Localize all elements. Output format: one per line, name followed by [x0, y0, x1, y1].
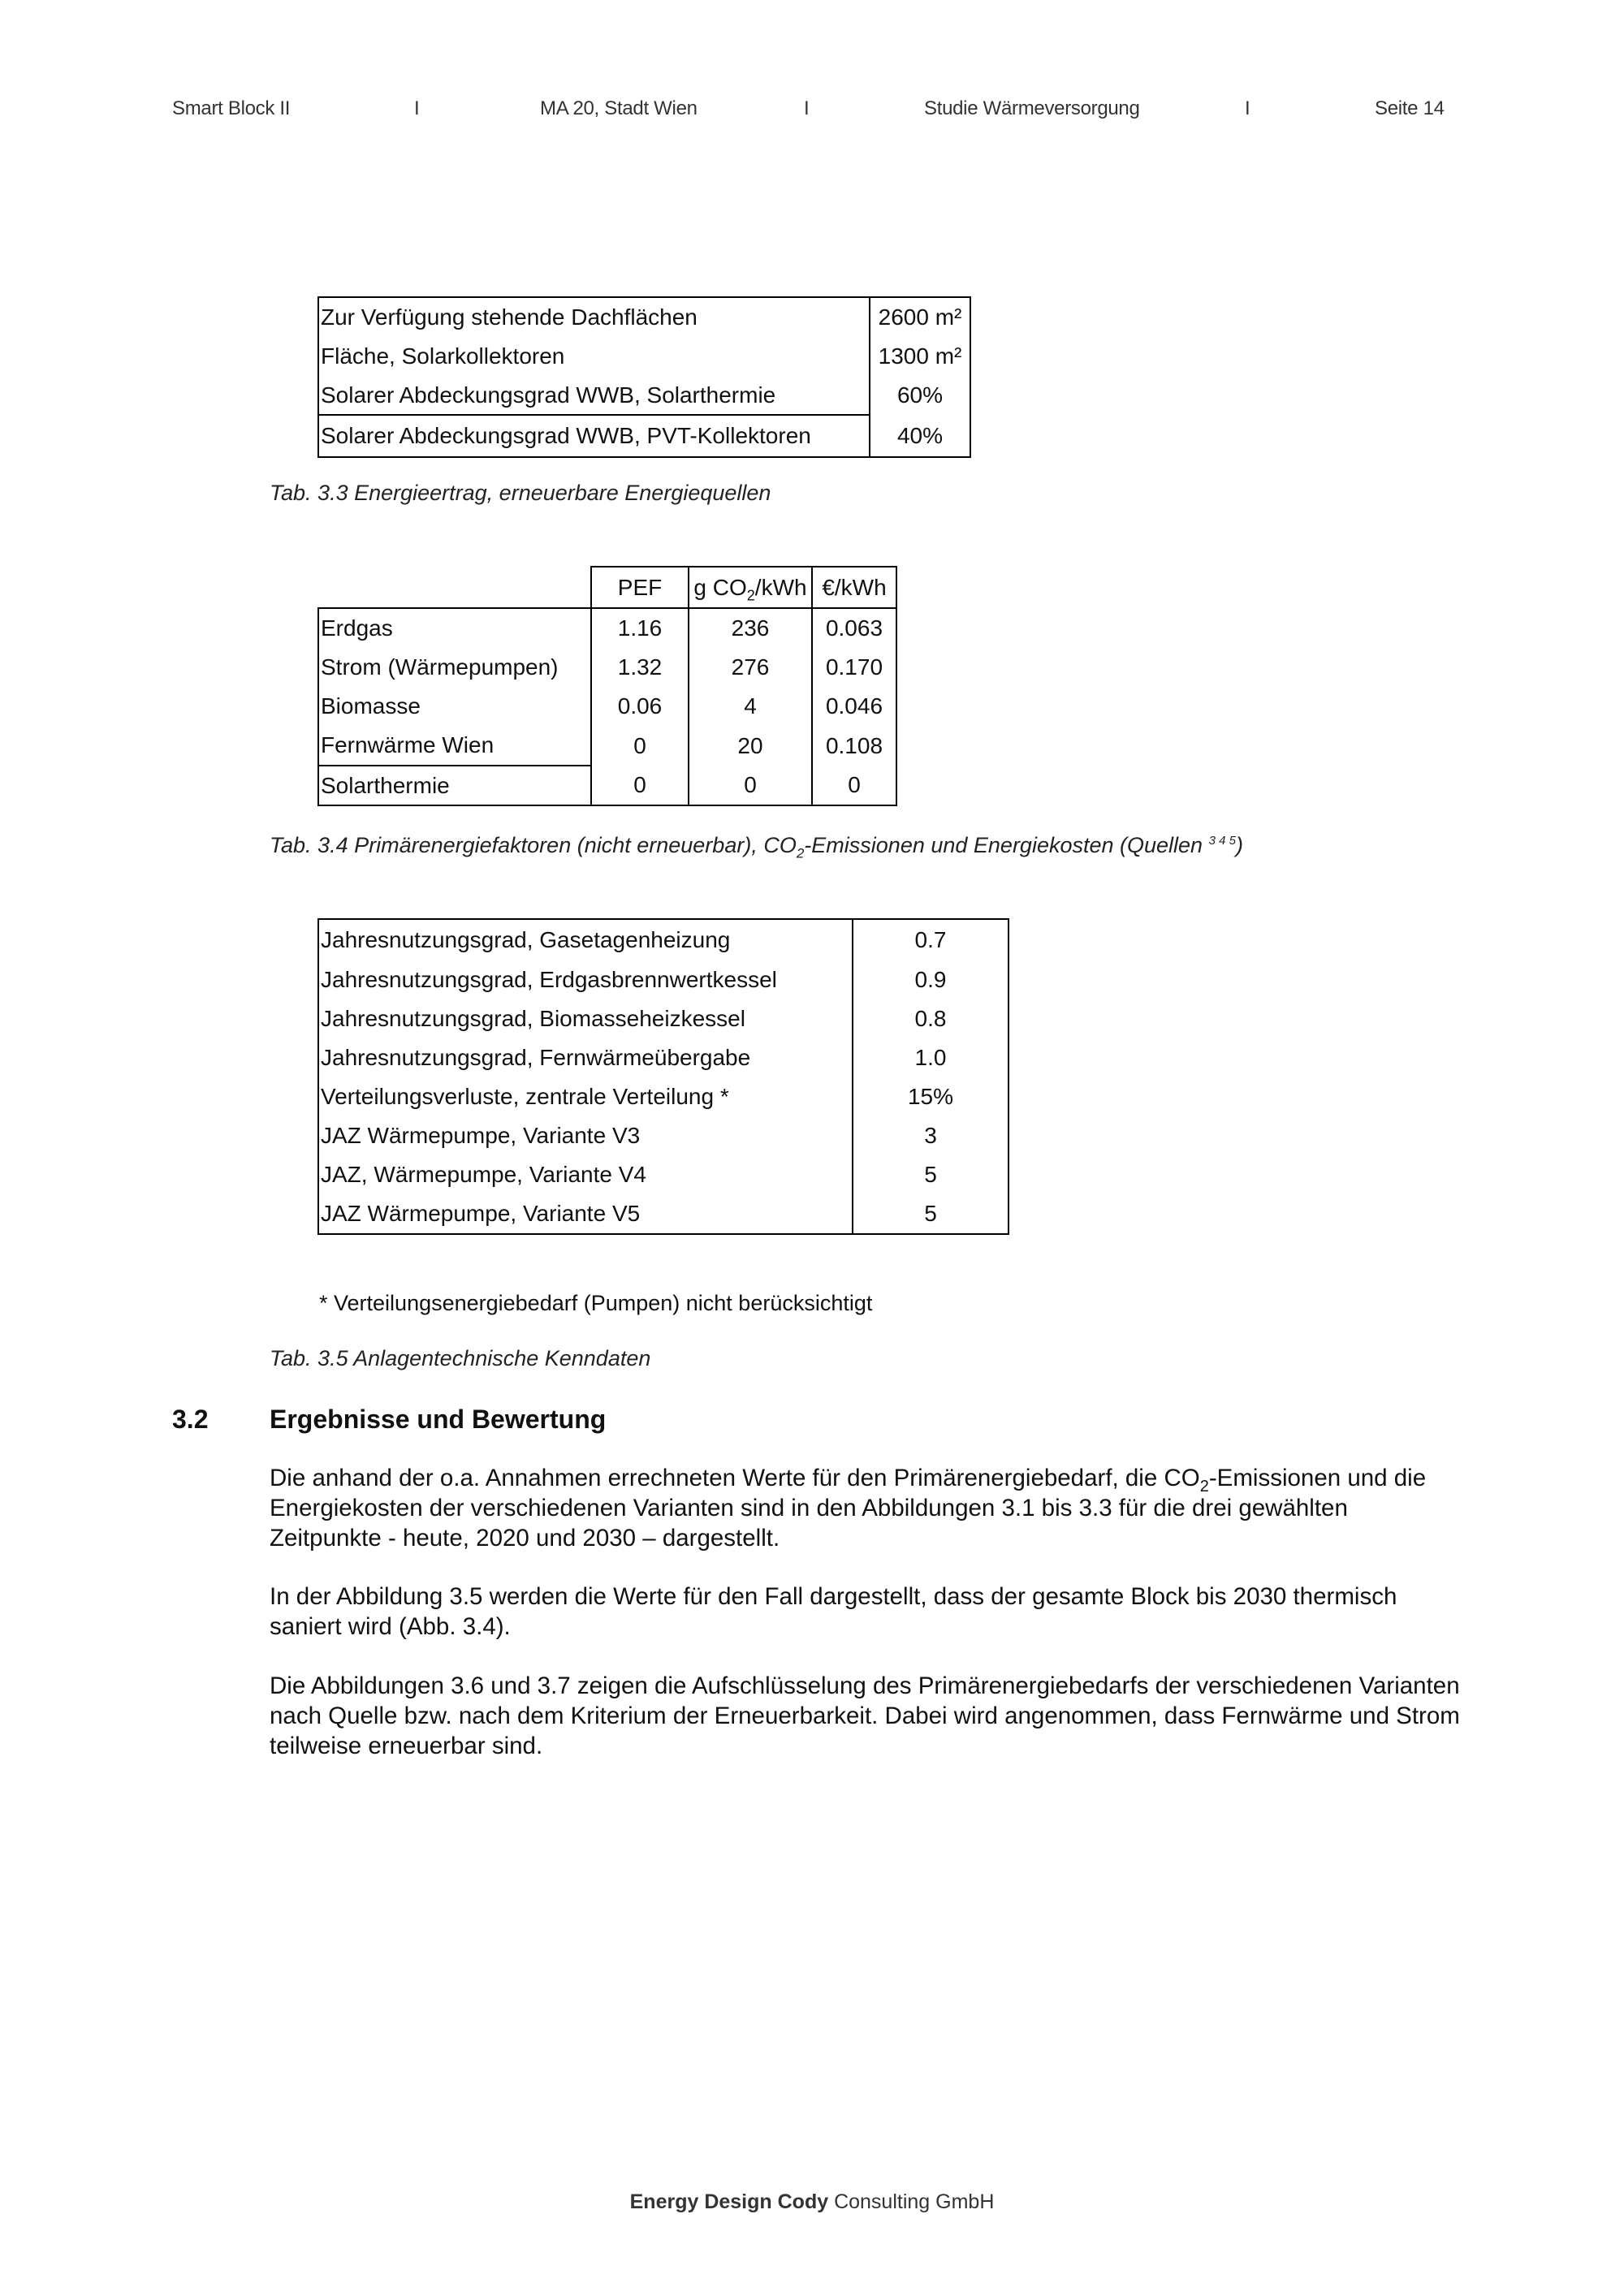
table-cell-pef: 1.16	[591, 608, 689, 648]
table-cell-co2: 20	[689, 726, 812, 766]
table-cell-pef: 1.32	[591, 648, 689, 687]
table-caption: Tab. 3.5 Anlagentechnische Kenndaten	[270, 1346, 651, 1370]
paragraph-text: -Emissionen und die Energiekosten der verschiedenen Varianten sind in den Abbildungen 3.1 bis 3.3 für die drei gewählten Zeitpunkte - heute, 2020 und 2030 – dargestellt.	[270, 1465, 1427, 1552]
header-separator: I	[414, 97, 420, 119]
table-anlagentechnische-kenndaten	[317, 918, 1009, 1235]
table-cell-cost: 0.063	[812, 608, 896, 648]
column-header-pef: PEF	[591, 567, 689, 608]
table-row	[318, 726, 896, 766]
header-project: Smart Block II	[172, 97, 291, 119]
table-cell-value: 5	[924, 1201, 937, 1226]
column-header-co2	[689, 567, 812, 608]
table-row	[318, 376, 970, 415]
table-cell-label: Jahresnutzungsgrad, Gasetagenheizung	[318, 919, 853, 960]
table-row	[318, 687, 896, 726]
column-header-cost: €/kWh	[812, 567, 896, 608]
table-caption: Tab. 3.3 Energieertrag, erneuerbare Energiequellen	[270, 481, 771, 505]
header-separator: I	[804, 97, 810, 119]
caption-text: )	[1235, 833, 1243, 857]
table-cell-value: 1.0	[914, 1045, 947, 1070]
header-client: MA 20, Stadt Wien	[540, 97, 698, 119]
header-page-number: Seite 14	[1375, 97, 1445, 119]
table-footnote: * Verteilungsenergiebedarf (Pumpen) nicht berücksichtigt	[319, 1291, 873, 1315]
table-row	[318, 1194, 1009, 1234]
section-title: Ergebnisse und Bewertung	[270, 1405, 607, 1434]
table-cell-label: Biomasse	[318, 687, 591, 726]
caption-subscript: 2	[796, 845, 805, 861]
table-row	[318, 648, 896, 687]
footer-company-bold: Energy Design Cody	[629, 2190, 829, 2213]
table-row	[318, 766, 896, 805]
table-cell-value: 5	[924, 1162, 937, 1187]
table-cell-value: 0.8	[914, 1006, 947, 1031]
table-cell-label: Solarthermie	[318, 766, 591, 805]
table-row	[318, 337, 970, 376]
table-cell-pef: 0	[591, 726, 689, 766]
paragraph-subscript: 2	[1199, 1477, 1209, 1495]
table-cell-co2: 276	[689, 648, 812, 687]
paragraph: Die Abbildungen 3.6 und 3.7 zeigen die Aufschlüsselung des Primärenergiebedarfs der verschiedenen Varianten nach Quelle bzw. nach dem Kriterium der Erneuerbarkeit. Dabei wird angenommen, dass Fernwärme und Strom teilweise erneuerbar sind.	[270, 1672, 1460, 1759]
table-cell-label: Jahresnutzungsgrad, Erdgasbrennwertkessel	[318, 960, 853, 999]
table-cell-value: 60%	[896, 382, 944, 408]
co2-unit: /kWh	[754, 574, 807, 600]
table-row	[318, 297, 970, 337]
table-cell-value: 0.9	[914, 967, 947, 992]
table-row	[318, 960, 1009, 999]
co2-prefix: g CO	[693, 574, 747, 600]
table-header-row	[318, 567, 896, 608]
table-cell-co2: 236	[689, 608, 812, 648]
table-cell-co2: 0	[689, 766, 812, 805]
table-cell-label: JAZ Wärmepumpe, Variante V3	[318, 1116, 853, 1155]
header-separator: I	[1245, 97, 1250, 119]
table-empty-cell	[318, 567, 591, 608]
table-cell-cost: 0.108	[812, 726, 896, 766]
table-cell-label: Solarer Abdeckungsgrad WWB, Solarthermie	[318, 376, 870, 415]
table-cell-label: Jahresnutzungsgrad, Fernwärmeübergabe	[318, 1038, 853, 1077]
table-row	[318, 919, 1009, 960]
footer-company-rest: Consulting GmbH	[828, 2190, 995, 2213]
table-cell-label: Strom (Wärmepumpen)	[318, 648, 591, 687]
table-cell-value: 3	[924, 1123, 937, 1148]
table-energieertrag	[317, 296, 971, 458]
table-row	[318, 1116, 1009, 1155]
table-cell-value: 1300 m²	[878, 343, 962, 369]
caption-text: -Emissionen und Energiekosten (Quellen	[804, 833, 1209, 857]
paragraph	[270, 1463, 1463, 1553]
table-cell-value: 2600 m²	[878, 304, 962, 330]
footer	[0, 2190, 1624, 2214]
table-cell-value: 15%	[907, 1084, 954, 1109]
table-cell-label: Verteilungsverluste, zentrale Verteilung *	[318, 1077, 853, 1116]
table-caption	[270, 833, 1243, 861]
table-cell-label: JAZ Wärmepumpe, Variante V5	[318, 1194, 853, 1234]
table-row	[318, 415, 970, 457]
table-cell-pef: 0	[591, 766, 689, 805]
table-cell-label: JAZ, Wärmepumpe, Variante V4	[318, 1155, 853, 1194]
table-cell-value: 40%	[896, 422, 944, 448]
table-row	[318, 999, 1009, 1038]
table-cell-pef: 0.06	[591, 687, 689, 726]
table-cell-value: 0.7	[914, 927, 947, 952]
table-cell-co2: 4	[689, 687, 812, 726]
table-cell-label: Solarer Abdeckungsgrad WWB, PVT-Kollektoren	[318, 415, 870, 457]
table-cell-label: Fläche, Solarkollektoren	[318, 337, 870, 376]
table-row	[318, 1077, 1009, 1116]
caption-footnote-refs: 3 4 5	[1208, 834, 1236, 848]
table-cell-label: Fernwärme Wien	[318, 726, 591, 766]
paragraph-text: Die anhand der o.a. Annahmen errechneten Werte für den Primärenergiebedarf, die CO	[270, 1465, 1200, 1491]
table-row	[318, 1038, 1009, 1077]
header-study: Studie Wärmeversorgung	[924, 97, 1140, 119]
table-cell-label: Zur Verfügung stehende Dachflächen	[318, 297, 870, 337]
table-primaerenergiefaktoren	[317, 566, 897, 806]
paragraph: In der Abbildung 3.5 werden die Werte für den Fall dargestellt, dass der gesamte Block bis 2030 thermisch saniert wird (Abb. 3.4).	[270, 1583, 1397, 1640]
table-row	[318, 608, 896, 648]
section-number: 3.2	[172, 1405, 209, 1434]
table-cell-cost: 0.170	[812, 648, 896, 687]
co2-subscript: 2	[746, 587, 755, 604]
table-row	[318, 1155, 1009, 1194]
table-cell-cost: 0.046	[812, 687, 896, 726]
table-cell-label: Jahresnutzungsgrad, Biomasseheizkessel	[318, 999, 853, 1038]
caption-text: Tab. 3.4 Primärenergiefaktoren (nicht erneuerbar), CO	[270, 833, 797, 857]
table-cell-cost: 0	[812, 766, 896, 805]
table-cell-label: Erdgas	[318, 608, 591, 648]
